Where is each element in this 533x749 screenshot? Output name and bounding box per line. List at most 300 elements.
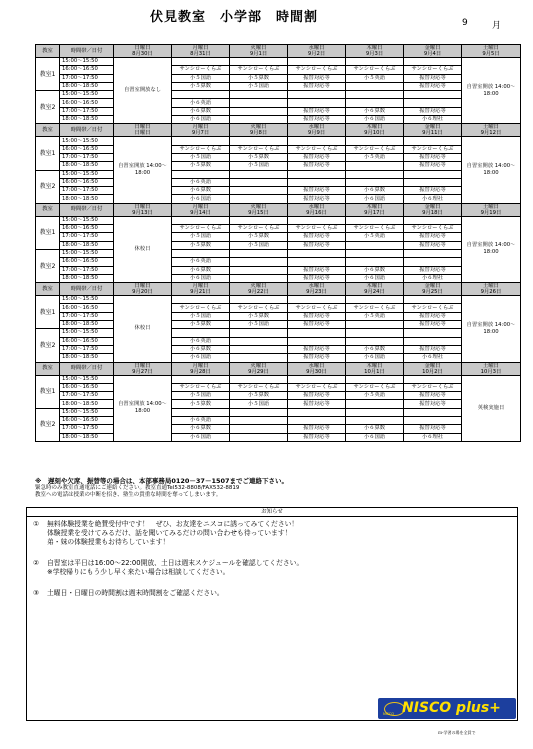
classroom-header: 教室 [36, 45, 60, 58]
class-cell [346, 137, 404, 145]
date-label: 9月8日 [249, 130, 268, 137]
class-cell: 小６国語 [172, 195, 230, 203]
class-cell: 振替対応等 [288, 116, 346, 124]
class-cell [172, 375, 230, 383]
class-cell [346, 91, 404, 99]
table-row [36, 216, 521, 224]
class-cell: 小５国語 [230, 162, 288, 170]
logo-text: NISCO plus+ [402, 700, 501, 716]
class-cell [346, 249, 404, 257]
time-slot: 17:00～17:50 [60, 312, 114, 320]
class-cell: 小６国語 [172, 354, 230, 362]
classroom-label: 教室1 [36, 296, 60, 329]
table-row [36, 187, 521, 195]
class-cell: サンシローくらぶ [172, 304, 230, 312]
day-name: 火曜日 [250, 283, 267, 290]
class-cell [172, 249, 230, 257]
class-cell [346, 241, 404, 249]
class-cell: 小６国語 [346, 433, 404, 441]
class-cell: 振替対応等 [404, 74, 462, 82]
date-label: 9月21日 [190, 289, 211, 296]
day-name: 日曜日 [134, 45, 151, 51]
day-name: 木曜日 [366, 203, 383, 210]
date-cell [288, 283, 346, 296]
class-cell: 小５算数 [230, 392, 288, 400]
classroom-label: 教室1 [36, 58, 60, 91]
class-cell: サンシローくらぶ [230, 383, 288, 391]
day-name: 金曜日 [424, 203, 441, 210]
time-header: 時間帯／日付 [60, 362, 114, 375]
table-row [36, 178, 521, 186]
class-cell: 小６算数 [172, 107, 230, 115]
day-name: 水曜日 [308, 203, 325, 210]
date-cell [346, 45, 404, 58]
class-cell [404, 216, 462, 224]
class-cell [404, 416, 462, 424]
class-cell: 小５算数 [172, 321, 230, 329]
table-row [36, 241, 521, 249]
class-cell: サンシローくらぶ [288, 304, 346, 312]
time-slot: 17:00～17:50 [60, 153, 114, 161]
class-cell: サンシローくらぶ [404, 145, 462, 153]
classroom-label: 教室1 [36, 375, 60, 408]
class-cell: 振替対応等 [288, 433, 346, 441]
table-row [36, 225, 521, 233]
announcement-header: お知らせ [27, 508, 517, 517]
date-cell [230, 203, 288, 216]
time-slot: 15:00～15:50 [60, 329, 114, 337]
class-cell [230, 58, 288, 66]
date-cell [462, 45, 521, 58]
sunday-note: 自習室開放 14:00～18:00 [114, 375, 172, 441]
class-cell [404, 249, 462, 257]
time-slot: 18:00～18:50 [60, 321, 114, 329]
class-cell: 小５算数 [230, 153, 288, 161]
class-cell: サンシローくらぶ [404, 225, 462, 233]
table-row [36, 345, 521, 353]
date-label: 9月10日 [364, 130, 385, 137]
class-cell: 振替対応等 [404, 321, 462, 329]
class-cell [346, 178, 404, 186]
sunday-note: 自習室開放 14:00～18:00 [114, 137, 172, 203]
announcement-item [33, 589, 503, 598]
date-label: 8月31日 [190, 51, 211, 57]
table-row [36, 375, 521, 383]
date-label: 9月2日 [307, 51, 326, 57]
table-row [36, 392, 521, 400]
date-cell [172, 45, 230, 58]
time-slot: 18:00～18:50 [60, 400, 114, 408]
classroom-header: 教室 [36, 362, 60, 375]
time-slot: 18:00～18:50 [60, 241, 114, 249]
date-cell [230, 283, 288, 296]
table-row [36, 416, 521, 424]
date-label: 9月4日 [423, 51, 442, 57]
class-cell [172, 170, 230, 178]
time-slot: 16:00～16:50 [60, 258, 114, 266]
class-cell: 振替対応等 [288, 82, 346, 90]
day-name: 月曜日 [192, 45, 209, 51]
date-label: 9月29日 [248, 368, 269, 375]
class-cell: 小５国語 [172, 74, 230, 82]
class-cell [346, 82, 404, 90]
class-cell: 小６算数 [346, 107, 404, 115]
table-row [36, 58, 521, 66]
time-slot: 15:00～15:50 [60, 91, 114, 99]
class-cell [288, 170, 346, 178]
saturday-note: 英検実施日 [462, 375, 521, 441]
class-cell [230, 195, 288, 203]
class-cell [288, 58, 346, 66]
class-cell: 小５算数 [230, 74, 288, 82]
class-cell [346, 216, 404, 224]
class-cell [230, 91, 288, 99]
date-label: 9月9日 [307, 130, 326, 137]
class-cell: 小６算数 [346, 425, 404, 433]
class-cell [346, 416, 404, 424]
table-row [36, 312, 521, 320]
time-slot: 17:00～17:50 [60, 266, 114, 274]
class-cell: 小６英語 [172, 337, 230, 345]
class-cell: 小６算数 [172, 345, 230, 353]
class-cell: サンシローくらぶ [172, 145, 230, 153]
class-cell [346, 99, 404, 107]
time-slot: 18:00～18:50 [60, 116, 114, 124]
item-number: ③ [33, 589, 40, 597]
sunday-note: 休校日 [114, 296, 172, 362]
class-cell [172, 91, 230, 99]
class-cell: 小５英語 [346, 233, 404, 241]
class-cell [230, 216, 288, 224]
table-row [36, 408, 521, 416]
classroom-label: 教室2 [36, 408, 60, 441]
class-cell: 小５国語 [172, 233, 230, 241]
date-label: 9月11日 [422, 130, 443, 137]
day-name: 土曜日 [483, 362, 499, 369]
table-row [36, 153, 521, 161]
footer-text: ｍ-学習の場を全員で [438, 730, 476, 735]
class-cell: 小５算数 [172, 82, 230, 90]
timetable [35, 44, 521, 442]
day-name: 月曜日 [192, 124, 209, 131]
table-row [36, 433, 521, 441]
class-cell: 小６算数 [172, 425, 230, 433]
table-row [36, 162, 521, 170]
table-row [36, 107, 521, 115]
time-slot: 17:00～17:50 [60, 233, 114, 241]
table-row [36, 337, 521, 345]
class-cell [288, 416, 346, 424]
class-cell: 小６理社 [404, 195, 462, 203]
classroom-label: 教室1 [36, 137, 60, 170]
classroom-header: 教室 [36, 124, 60, 137]
class-cell: サンシローくらぶ [172, 383, 230, 391]
table-row [36, 99, 521, 107]
day-name: 木曜日 [366, 124, 383, 131]
date-label: 9月1日 [249, 51, 268, 57]
table-row [36, 266, 521, 274]
class-cell: 振替対応等 [288, 74, 346, 82]
time-header: 時間帯／日付 [60, 45, 114, 58]
class-cell: 小６国語 [346, 354, 404, 362]
time-slot: 16:00～16:50 [60, 99, 114, 107]
class-cell: 小６国語 [172, 274, 230, 282]
class-cell: 小５国語 [172, 312, 230, 320]
class-cell: 振替対応等 [288, 162, 346, 170]
class-cell [346, 58, 404, 66]
class-cell [230, 337, 288, 345]
date-cell [230, 124, 288, 137]
emergency-note: 緊急時のみ教室直通電話にご連絡ください。教室直通Tel532-8808/FAX532-8819 [35, 485, 240, 491]
day-name: 日曜日 [134, 124, 151, 131]
class-cell: 振替対応等 [288, 425, 346, 433]
class-cell: サンシローくらぶ [288, 225, 346, 233]
date-cell [114, 45, 172, 58]
item-line: ※学校帰りにもう少し早く来たい場合は相談してください。 [47, 568, 230, 576]
class-cell [230, 274, 288, 282]
time-slot: 15:00～15:50 [60, 249, 114, 257]
time-slot: 18:00～18:50 [60, 195, 114, 203]
class-cell [288, 178, 346, 186]
month-label: 月 [492, 21, 502, 31]
day-name: 木曜日 [366, 283, 383, 290]
class-cell: 小５英語 [346, 153, 404, 161]
day-name: 火曜日 [250, 203, 267, 210]
date-cell [346, 362, 404, 375]
date-cell [288, 203, 346, 216]
class-cell: サンシローくらぶ [288, 145, 346, 153]
classroom-label: 教室1 [36, 216, 60, 249]
day-name: 日曜日 [134, 203, 151, 210]
class-cell: サンシローくらぶ [230, 145, 288, 153]
time-header: 時間帯／日付 [60, 283, 114, 296]
class-cell: 振替対応等 [288, 354, 346, 362]
time-slot: 16:00～16:50 [60, 416, 114, 424]
class-cell [172, 329, 230, 337]
class-cell: 小５国語 [172, 153, 230, 161]
date-label: 9月19日 [480, 209, 502, 216]
day-name: 水曜日 [308, 45, 325, 51]
time-slot: 17:00～17:50 [60, 107, 114, 115]
nisco-logo [378, 698, 516, 719]
date-cell [346, 124, 404, 137]
class-cell: 小５算数 [172, 400, 230, 408]
class-cell: 小６算数 [172, 266, 230, 274]
time-slot: 18:00～18:50 [60, 274, 114, 282]
table-row [36, 233, 521, 241]
class-cell: 小６理社 [404, 274, 462, 282]
day-name: 木曜日 [366, 45, 383, 51]
day-name: 月曜日 [192, 203, 209, 210]
class-cell [172, 137, 230, 145]
date-cell [404, 283, 462, 296]
classroom-label: 教室2 [36, 249, 60, 282]
day-name: 水曜日 [308, 283, 325, 290]
class-cell [404, 91, 462, 99]
table-row [36, 66, 521, 74]
item-line: 自習室は平日は16:00～22:00開放、土日は週末スケジュールを確認してください。 [47, 559, 304, 567]
class-cell: サンシローくらぶ [346, 145, 404, 153]
class-cell: 小５英語 [346, 312, 404, 320]
class-cell [288, 137, 346, 145]
date-label: 10月2日 [422, 368, 443, 375]
class-cell: 小５英語 [346, 74, 404, 82]
class-cell [404, 375, 462, 383]
day-name: 火曜日 [250, 362, 267, 369]
class-cell: 小５算数 [230, 312, 288, 320]
time-slot: 16:00～16:50 [60, 225, 114, 233]
date-cell [172, 203, 230, 216]
class-cell [346, 296, 404, 304]
day-name: 火曜日 [250, 45, 267, 51]
class-cell: 小６国語 [346, 274, 404, 282]
class-cell: 小５英語 [346, 392, 404, 400]
class-cell [230, 345, 288, 353]
day-name: 土曜日 [483, 203, 499, 210]
date-label: 9月25日 [422, 289, 443, 296]
date-cell [114, 203, 172, 216]
classroom-label: 教室2 [36, 91, 60, 124]
date-cell [288, 45, 346, 58]
class-cell: 振替対応等 [288, 321, 346, 329]
class-cell [230, 266, 288, 274]
class-cell [288, 258, 346, 266]
date-cell [114, 283, 172, 296]
table-row [36, 329, 521, 337]
date-cell [172, 362, 230, 375]
class-cell: 小６算数 [172, 187, 230, 195]
class-cell: 振替対応等 [288, 400, 346, 408]
date-label: 9月13日 [132, 209, 153, 216]
class-cell: 小５国語 [230, 241, 288, 249]
class-cell: 振替対応等 [288, 153, 346, 161]
class-cell [346, 337, 404, 345]
date-label: 8月30日 [132, 51, 153, 57]
day-name: 日曜日 [134, 283, 151, 290]
class-cell [230, 99, 288, 107]
announcement-item [33, 520, 503, 547]
class-cell: 振替対応等 [288, 195, 346, 203]
class-cell: 小６理社 [404, 116, 462, 124]
class-cell [230, 296, 288, 304]
time-slot: 17:00～17:50 [60, 392, 114, 400]
class-cell [404, 258, 462, 266]
date-label: 9月30日 [306, 368, 327, 375]
table-row [36, 304, 521, 312]
class-cell: 小６算数 [346, 345, 404, 353]
class-cell [346, 400, 404, 408]
class-cell [230, 375, 288, 383]
date-label: 9月23日 [306, 289, 327, 296]
class-cell [230, 408, 288, 416]
table-row [36, 91, 521, 99]
class-cell: 小５国語 [230, 321, 288, 329]
item-line: 無料体験授業を絶賛受付中です！ ぜひ、お友達をニスコに誘ってみてください！ [47, 520, 299, 528]
time-slot: 15:00～15:50 [60, 408, 114, 416]
time-slot: 18:00～18:50 [60, 433, 114, 441]
class-cell [288, 329, 346, 337]
class-cell: 振替対応等 [288, 392, 346, 400]
classroom-header: 教室 [36, 283, 60, 296]
class-cell: サンシローくらぶ [346, 383, 404, 391]
date-label: 9月24日 [364, 289, 385, 296]
date-label: 9月20日 [132, 289, 153, 296]
time-slot: 16:00～16:50 [60, 383, 114, 391]
contact-note: ※ 遅刻や欠席、振替等の場合は、本部事務局0120－37－1507までご連絡下さい。 [35, 477, 289, 485]
time-slot: 16:00～16:50 [60, 304, 114, 312]
saturday-note: 自習室開放 14:00～18:00 [462, 216, 521, 282]
date-cell [288, 124, 346, 137]
date-label: 日曜日 [134, 130, 151, 137]
class-cell [346, 321, 404, 329]
date-cell [404, 362, 462, 375]
class-cell [230, 258, 288, 266]
class-cell [288, 216, 346, 224]
time-slot: 15:00～15:50 [60, 58, 114, 66]
day-header-row [36, 283, 521, 296]
day-name: 月曜日 [192, 362, 209, 369]
date-label: 9月14日 [190, 209, 211, 216]
day-name: 土曜日 [483, 283, 499, 290]
class-cell: 振替対応等 [404, 241, 462, 249]
class-cell: 小６理社 [404, 433, 462, 441]
date-label: 9月18日 [422, 209, 443, 216]
date-cell [462, 362, 521, 375]
class-cell [172, 216, 230, 224]
table-row [36, 274, 521, 282]
class-cell: 振替対応等 [288, 312, 346, 320]
day-header-row [36, 45, 521, 58]
class-cell: 小５算数 [172, 162, 230, 170]
class-cell: 小６算数 [346, 187, 404, 195]
class-cell: 振替対応等 [404, 392, 462, 400]
class-cell: 振替対応等 [288, 241, 346, 249]
day-name: 土曜日 [483, 45, 499, 51]
time-slot: 15:00～15:50 [60, 375, 114, 383]
table-row [36, 400, 521, 408]
class-cell [346, 329, 404, 337]
time-slot: 16:00～16:50 [60, 178, 114, 186]
class-cell: 小６英語 [172, 258, 230, 266]
class-cell: サンシローくらぶ [288, 66, 346, 74]
table-row [36, 137, 521, 145]
day-name: 月曜日 [192, 283, 209, 290]
class-cell [404, 178, 462, 186]
class-cell: 小６国語 [172, 116, 230, 124]
date-cell [346, 283, 404, 296]
day-header-row [36, 362, 521, 375]
class-cell [346, 408, 404, 416]
class-cell [288, 91, 346, 99]
item-number: ① [33, 520, 40, 528]
class-cell: 小６英語 [172, 416, 230, 424]
class-cell: 振替対応等 [288, 233, 346, 241]
class-cell: サンシローくらぶ [404, 66, 462, 74]
date-cell [114, 124, 172, 137]
date-cell [114, 362, 172, 375]
class-cell: 小６国語 [346, 195, 404, 203]
day-header-row [36, 124, 521, 137]
table-row [36, 383, 521, 391]
date-cell [462, 283, 521, 296]
class-cell: 振替対応等 [404, 345, 462, 353]
class-cell [404, 170, 462, 178]
table-row [36, 249, 521, 257]
class-cell [346, 170, 404, 178]
date-label: 10月3日 [480, 368, 502, 375]
date-label: 9月28日 [190, 368, 211, 375]
class-cell [230, 249, 288, 257]
